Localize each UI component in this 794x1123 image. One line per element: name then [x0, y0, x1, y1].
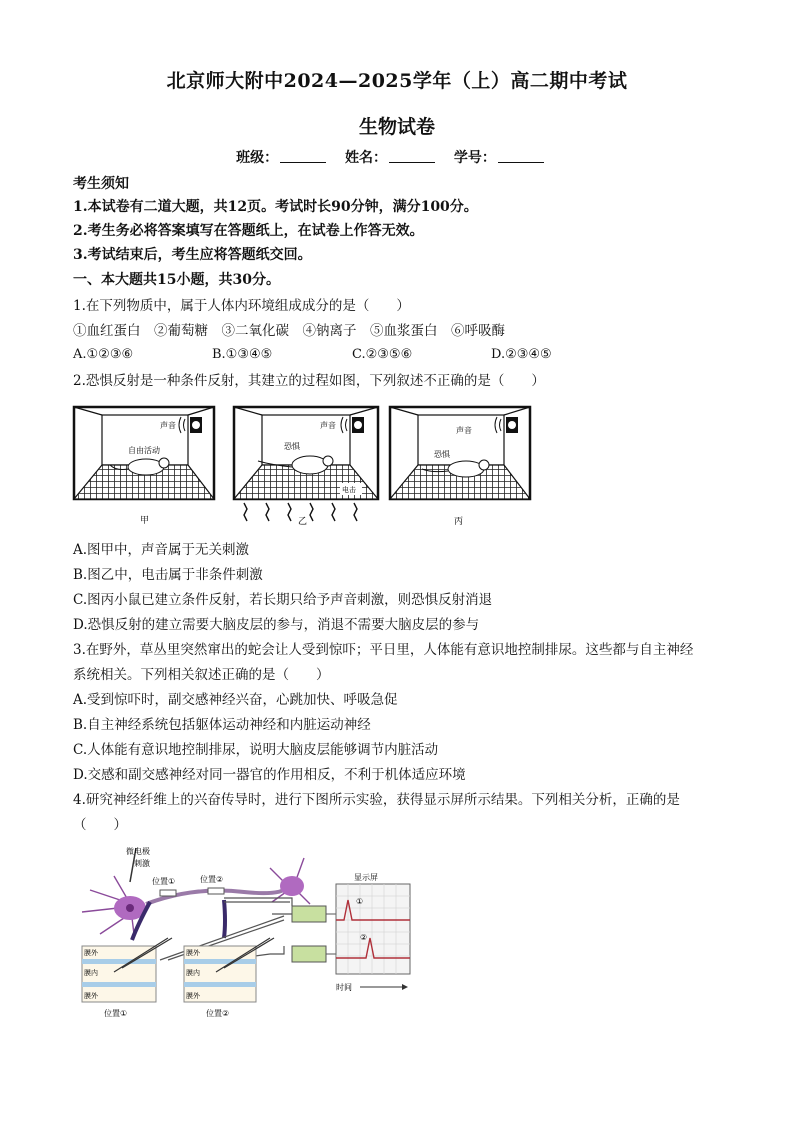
nerve-conduction-figure [74, 842, 414, 1022]
m1-out-bottom: 膜外 [84, 992, 98, 1000]
q3-option-b[interactable]: B.自主神经系统包括躯体运动神经和内脏运动神经 [73, 717, 371, 733]
class-blank[interactable] [280, 150, 326, 163]
student-info-line [0, 147, 794, 167]
m2-in: 膜内 [186, 969, 200, 977]
q2-option-a[interactable]: A.图甲中，声音属于无关刺激 [73, 542, 250, 558]
q1-option-b[interactable]: B.①③④⑤ [212, 347, 273, 362]
id-blank[interactable] [498, 150, 544, 163]
notice-heading: 考生须知 [73, 176, 129, 192]
class-label: 班级： [236, 150, 279, 166]
q4-stem-line-1: 4.研究神经纤维上的兴奋传导时，进行下图所示实验，获得显示屏所示结果。下列相关分析，正确的是 [73, 792, 680, 808]
panel-label-bing: 丙 [454, 517, 464, 527]
trace-1-label: ① [356, 897, 364, 906]
q2-option-d[interactable]: D.恐惧反射的建立需要大脑皮层的参与，消退不需要大脑皮层的参与 [73, 617, 480, 633]
panel-label-yi: 乙 [298, 517, 308, 527]
notice-item-1: 1.本试卷有二道大题，共12页。考试时长90分钟，满分100分。 [73, 199, 478, 215]
amplifier-1 [292, 906, 326, 922]
amplifier-2 [292, 946, 326, 962]
pos2-top-label: 位置② [200, 875, 224, 884]
position-1-marker [160, 890, 176, 896]
q1-option-c[interactable]: C.②③⑤⑥ [352, 347, 413, 362]
m1-caption: 位置① [104, 1009, 128, 1018]
q3-stem-line-1: 3.在野外，草丛里突然窜出的蛇会让人受到惊吓；平日里，人体能有意识地控制排尿。这些都与自主神经 [73, 642, 694, 658]
m2-caption: 位置② [206, 1009, 230, 1018]
fear-reflex-figure [72, 403, 534, 531]
panel-jia [74, 407, 214, 526]
panel-yi [234, 407, 378, 527]
name-blank[interactable] [389, 150, 435, 163]
bing-sound-label: 声音 [456, 426, 472, 435]
q1-option-a[interactable]: A.①②③⑥ [73, 347, 134, 362]
trace-2-label: ② [360, 933, 368, 942]
jia-free-activity-label: 自由活动 [128, 446, 160, 455]
q3-stem-line-2: 系统相关。下列相关叙述正确的是（ ） [73, 667, 330, 683]
exam-title: 北京师大附中2024—2025学年（上）高二期中考试 [166, 70, 628, 92]
notice-item-3: 3.考试结束后，考生应将答题纸交回。 [73, 247, 312, 263]
m1-in: 膜内 [84, 969, 98, 977]
q2-option-b[interactable]: B.图乙中，电击属于非条件刺激 [73, 567, 263, 583]
screen-label: 显示屏 [354, 873, 378, 882]
bing-fear-label: 恐惧 [434, 450, 450, 459]
time-axis-label: 时间 [336, 983, 352, 992]
m1-out-top: 膜外 [84, 949, 98, 957]
notice-item-2: 2.考生务必将答案填写在答题纸上，在试卷上作答无效。 [73, 223, 424, 239]
panel-label-jia: 甲 [140, 516, 150, 526]
yi-sound-label: 声音 [320, 421, 336, 430]
q2-option-c[interactable]: C.图丙小鼠已建立条件反射，若长期只给予声音刺激，则恐惧反射消退 [73, 592, 493, 608]
yi-shock-label: 电击 [342, 486, 356, 494]
name-label: 姓名： [345, 150, 387, 166]
membrane-position-1 [82, 938, 172, 1018]
pos1-top-label: 位置① [152, 877, 176, 886]
display-screen [336, 873, 410, 992]
yi-fear-label: 恐惧 [284, 442, 300, 451]
jia-sound-label: 声音 [160, 421, 176, 430]
section-1-heading: 一、本大题共15小题，共30分。 [73, 272, 280, 288]
position-2-marker [208, 888, 224, 894]
stimulate-label: 刺激 [134, 859, 150, 868]
electrode-label: 微电极 [126, 847, 150, 856]
m2-out-bottom: 膜外 [186, 992, 200, 1000]
id-label: 学号： [453, 150, 496, 166]
q1-stem: 1.在下列物质中，属于人体内环境组成成分的是（ ） [73, 298, 410, 314]
membrane-position-2 [184, 938, 274, 1018]
q3-option-d[interactable]: D.交感和副交感神经对同一器官的作用相反，不利于机体适应环境 [73, 767, 466, 783]
arrow-to-pos2 [224, 900, 225, 938]
m2-out-top: 膜外 [186, 949, 200, 957]
q3-option-c[interactable]: C.人体能有意识地控制排尿，说明大脑皮层能够调节内脏活动 [73, 742, 439, 758]
q4-stem-line-2: （ ） [73, 817, 127, 833]
q2-stem: 2.恐惧反射是一种条件反射，其建立的过程如图，下列叙述不正确的是（ ） [73, 373, 545, 389]
q3-option-a[interactable]: A.受到惊吓时，副交感神经兴奋，心跳加快、呼吸急促 [73, 692, 398, 708]
q1-items: ①血红蛋白 ②葡萄糖 ③二氧化碳 ④钠离子 ⑤血浆蛋白 ⑥呼吸酶 [73, 323, 505, 339]
exam-subtitle: 生物试卷 [358, 116, 435, 138]
q1-option-d[interactable]: D.②③④⑤ [491, 347, 552, 362]
right-neuron [270, 858, 310, 904]
panel-bing [390, 407, 530, 527]
